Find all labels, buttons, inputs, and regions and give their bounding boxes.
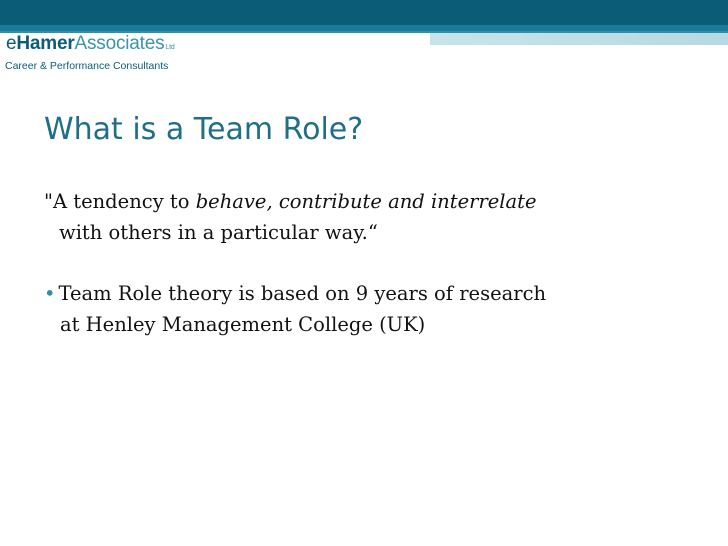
quote-prefix: "A tendency to — [44, 190, 196, 213]
company-logo — [6, 33, 196, 75]
bullet-line-2: at Henley Management College (UK) — [60, 313, 426, 336]
bullet-line-1 — [44, 278, 684, 309]
bullet-text-1: Team Role theory is based on 9 years of research — [58, 282, 547, 305]
logo-wordmark — [6, 33, 196, 59]
quote-line-2: with others in a particular way.“ — [59, 221, 378, 244]
quote-paragraph — [44, 186, 684, 248]
header-accent-block — [430, 33, 728, 45]
quote-line-1 — [44, 186, 684, 217]
slide-title: What is a Team Role? — [44, 112, 364, 147]
logo-tagline: Career & Performance Consultants — [5, 60, 169, 72]
logo-e: e — [6, 33, 17, 54]
logo-ltd: Ltd — [165, 44, 175, 51]
bullet-marker: • — [44, 282, 56, 305]
quote-emphasis: behave, contribute and interrelate — [195, 190, 537, 213]
logo-hamer: Hamer — [16, 33, 75, 54]
bullet-item — [44, 278, 684, 340]
logo-associates: Associates — [74, 33, 165, 54]
header-band — [0, 0, 728, 25]
slide-body — [44, 186, 684, 340]
